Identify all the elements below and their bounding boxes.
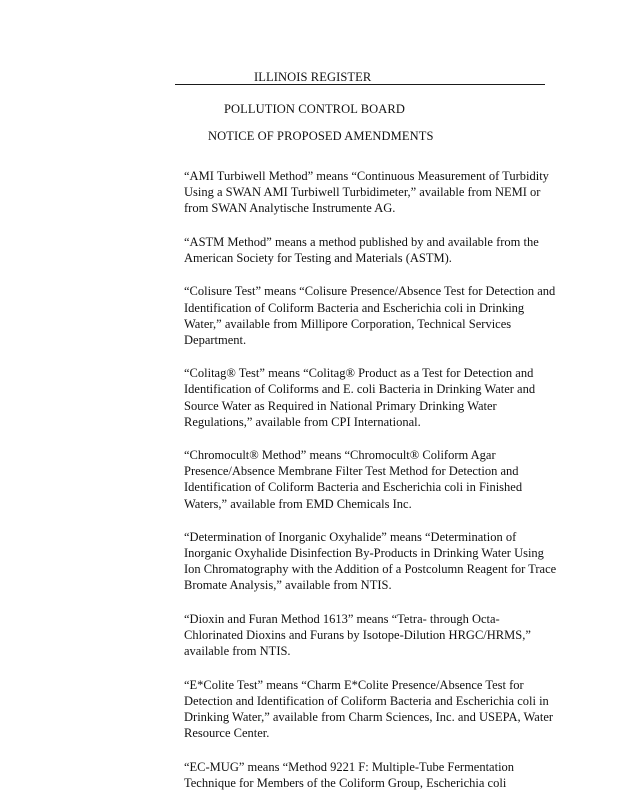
paragraph-line: “E*Colite Test” means “Charm E*Colite Presence/Absence Test for xyxy=(184,677,524,692)
register-title-text: ILLINOIS REGISTER xyxy=(254,70,372,84)
paragraph-line: Detection and Identification of Coliform Bacteria and Escherichia coli in xyxy=(184,693,549,708)
paragraph-line: “Chromocult® Method” means “Chromocult® Coliform Agar xyxy=(184,448,496,463)
paragraph-line: Identification of Coliform Bacteria and Escherichia coli in Finished xyxy=(184,480,523,495)
paragraph-line: Regulations,” available from CPI International. xyxy=(184,414,421,429)
agency-title-text: POLLUTION CONTROL BOARD xyxy=(224,102,405,116)
definition-paragraph xyxy=(184,677,554,741)
paragraph-line: Identification of Coliform Bacteria and Escherichia coli in Drinking xyxy=(184,300,525,315)
paragraph-line: Water,” available from Millipore Corporation, Technical Services xyxy=(184,316,512,331)
definition-paragraph xyxy=(184,759,554,791)
paragraph-line: “ASTM Method” means a method published by and available from the xyxy=(184,234,539,249)
paragraph-line: “EC-MUG” means “Method 9221 F: Multiple-Tube Fermentation xyxy=(184,759,515,774)
paragraph-line: Presence/Absence Membrane Filter Test Method for Detection and xyxy=(184,464,519,479)
definition-paragraph xyxy=(184,168,554,216)
paragraph-line: Identification of Coliforms and E. coli Bacteria in Drinking Water and xyxy=(184,382,536,397)
definition-paragraph xyxy=(184,365,554,429)
paragraph-line: Inorganic Oxyhalide Disinfection By-Products in Drinking Water Using xyxy=(184,546,544,561)
paragraph-line: Bromate Analysis,” available from NTIS. xyxy=(184,578,392,593)
paragraph-line: Technique for Members of the Coliform Group, Escherichia coli xyxy=(184,775,507,790)
paragraph-line: “Colisure Test” means “Colisure Presence/Absence Test for Detection and xyxy=(184,284,556,299)
paragraph-line: Source Water as Required in National Primary Drinking Water xyxy=(184,398,497,413)
notice-title-text: NOTICE OF PROPOSED AMENDMENTS xyxy=(208,129,434,143)
paragraph-line: Drinking Water,” available from Charm Sciences, Inc. and USEPA, Water xyxy=(184,709,554,724)
paragraph-line: Using a SWAN AMI Turbiwell Turbidimeter,” available from NEMI or xyxy=(184,185,541,200)
paragraph-line: from SWAN Analytische Instrumente AG. xyxy=(184,201,396,216)
paragraph-line: “AMI Turbiwell Method” means “Continuous Measurement of Turbidity xyxy=(184,169,549,183)
paragraph-line: Ion Chromatography with the Addition of a Postcolumn Reagent for Trace xyxy=(184,562,557,577)
paragraph-line: “Colitag® Test” means “Colitag® Product as a Test for Detection and xyxy=(184,366,534,381)
header-rule xyxy=(175,84,545,85)
definition-paragraph xyxy=(184,529,557,593)
paragraph-line: Department. xyxy=(184,332,247,347)
definition-paragraph xyxy=(184,234,554,266)
definitions-body xyxy=(184,168,557,808)
paragraph-line: available from NTIS. xyxy=(184,644,291,659)
definition-paragraph xyxy=(184,611,554,659)
paragraph-line: Waters,” available from EMD Chemicals Inc. xyxy=(184,496,412,511)
paragraph-line: “Determination of Inorganic Oxyhalide” means “Determination of xyxy=(184,530,517,545)
paragraph-line: Chlorinated Dioxins and Furans by Isotope-Dilution HRGC/HRMS,” xyxy=(184,628,531,643)
paragraph-line: American Society for Testing and Materials (ASTM). xyxy=(184,250,452,265)
paragraph-line: Resource Center. xyxy=(184,726,270,741)
definition-paragraph xyxy=(184,283,554,347)
paragraph-line: “Dioxin and Furan Method 1613” means “Tetra- through Octa- xyxy=(184,611,500,626)
definition-paragraph xyxy=(184,447,554,511)
